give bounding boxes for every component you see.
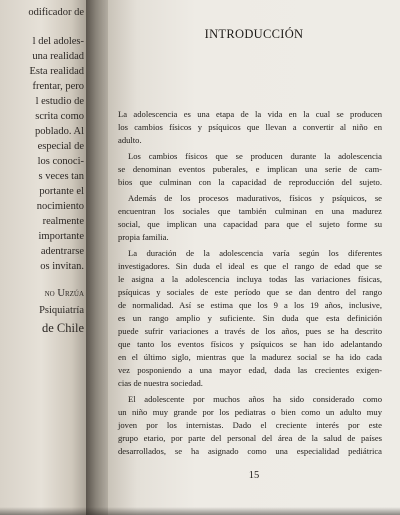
- text-line: desarrollados, se ha asignado como una especialidad pediátrica: [118, 446, 382, 456]
- page-title: INTRODUCCIÓN: [204, 27, 304, 41]
- left-page-line: especial de: [37, 141, 84, 152]
- left-page-line: odificador de: [28, 7, 84, 18]
- right-page: [108, 0, 400, 515]
- left-page-line: Esta realidad: [29, 66, 84, 77]
- text-line: un niño muy grande por los pediatras o bien como un adulto muy: [118, 407, 382, 417]
- left-page-line: scrita como: [35, 111, 84, 122]
- text-line: que tanto los eventos físicos y psíquicos se han ido adelantando: [118, 339, 382, 349]
- page-bottom-edge: [0, 507, 400, 515]
- left-page-line: los conoci-: [37, 156, 84, 167]
- text-line: investigadores. Sin duda el ideal es que el rango de edad que se: [118, 261, 382, 271]
- left-page-line: frentar, pero: [32, 81, 84, 92]
- text-line: se denominan eventos puberales, e implican una serie de cam-: [118, 164, 382, 174]
- text-line: grupo etario, por parte del personal del área de la salud de países: [118, 433, 382, 443]
- left-page-line: os invitan.: [40, 261, 84, 272]
- left-page-line: portante el: [39, 186, 84, 197]
- text-line: encuentran los sociales que también culminan en una madurez: [118, 206, 382, 216]
- text-line: Además de los procesos madurativos, físicos y psíquicos, se: [128, 193, 382, 203]
- text-line: La duración de la adolescencia varía según los diferentes: [128, 248, 382, 258]
- left-page-line: l del adoles-: [32, 36, 84, 47]
- left-page-line: nocimiento: [36, 201, 84, 212]
- left-page: [0, 0, 92, 515]
- text-line: es un rango amplio y suficiente. Sin duda que esta definición: [118, 313, 382, 323]
- text-line: cias de nuestra sociedad.: [118, 378, 203, 388]
- left-page-line: poblado. Al: [35, 126, 84, 137]
- text-line: los cambios físicos y psíquicos que llevan a convertir al niño en: [118, 122, 382, 132]
- text-line: de normalidad. Así se estima que los 9 a los 19 años, inclusive,: [118, 300, 382, 310]
- text-line: adulto.: [118, 135, 142, 145]
- left-page-line: de Chile: [41, 321, 84, 335]
- page-number: 15: [248, 470, 260, 481]
- left-page-line: adentrarse: [40, 246, 84, 257]
- left-page-line: s veces tan: [38, 171, 84, 182]
- left-page-line: realmente: [42, 216, 84, 227]
- left-page-line: importante: [38, 231, 84, 242]
- text-line: bios que culminan con la capacidad de reproducción del sujeto.: [118, 177, 382, 187]
- text-line: joven por los internistas. Dado el creciente interés por este: [118, 420, 382, 430]
- text-line: psíquicas y sociales de este período que se dan dentro del rango: [118, 287, 382, 297]
- text-line: en el último siglo, mientras que la madurez social se ha ido cada: [118, 352, 382, 362]
- left-page-line: l estudio de: [35, 96, 84, 107]
- text-line: vez posponiendo a una mayor edad, dada las crecientes exigen-: [118, 365, 382, 375]
- left-page-line: Psiquiatría: [39, 305, 84, 316]
- left-page-line: no Urzúa: [44, 288, 84, 299]
- text-line: puede sufrir variaciones a través de los años, pues se ha descrito: [118, 326, 382, 336]
- text-line: El adolescente por muchos años ha sido considerado como: [128, 394, 382, 404]
- text-line: Los cambios físicos que se producen durante la adolescencia: [128, 151, 382, 161]
- text-line: La adolescencia es una etapa de la vida en la cual se producen: [118, 109, 382, 119]
- text-line: propia familia.: [118, 232, 169, 242]
- text-line: le asigna a la adolescencia incluya todas las variaciones físicas,: [118, 274, 382, 284]
- left-page-line: una realidad: [32, 51, 84, 62]
- text-line: social, que implican una capacidad para que el sujeto forme su: [118, 219, 382, 229]
